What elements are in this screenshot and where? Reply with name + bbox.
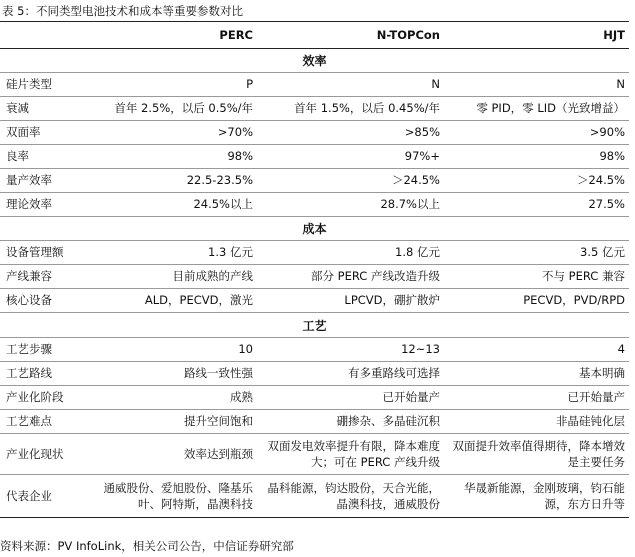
topcon-value: 已开始量产 [382, 390, 440, 404]
table-row [0, 97, 629, 121]
hjt-value: 基本明确 [579, 366, 625, 380]
header-perc: PERC [219, 27, 253, 42]
section-process [0, 313, 629, 338]
hjt-value: 27.5% [588, 197, 625, 211]
table-row [0, 362, 629, 386]
topcon-value: 1.8 亿元 [395, 245, 440, 259]
row-label: 衰减 [6, 101, 29, 115]
perc-value: 98% [227, 149, 253, 163]
row-label: 产线兼容 [6, 269, 52, 283]
section-efficiency [0, 49, 629, 73]
table-row [0, 169, 629, 193]
row-label: 良率 [6, 149, 29, 163]
hjt-value: 98% [599, 149, 625, 163]
row-label: 核心设备 [6, 293, 52, 307]
perc-value: 成熟 [230, 390, 253, 404]
perc-value: 效率达到瓶颈 [184, 446, 253, 461]
topcon-value: 97%+ [404, 149, 440, 163]
hjt-value: 零 PID，零 LID（光致增益） [476, 101, 625, 115]
hjt-value: 3.5 亿元 [580, 245, 625, 259]
header-hjt: HJT [603, 27, 625, 42]
row-label: 设备管理额 [6, 245, 64, 259]
header-label-cell [0, 22, 96, 48]
perc-value: 1.3 亿元 [208, 245, 253, 259]
perc-value: P [246, 77, 253, 91]
perc-value: 路线一致性强 [184, 366, 253, 380]
table-row [0, 434, 629, 475]
section-title: 成本 [302, 222, 327, 236]
topcon-value: ＞24.5% [391, 173, 440, 187]
hjt-value: 4 [617, 342, 625, 356]
hjt-value: N [616, 77, 625, 91]
row-label: 理论效率 [6, 197, 52, 211]
section-title: 效率 [302, 54, 327, 68]
table-row [0, 73, 629, 97]
row-label: 量产效率 [6, 173, 52, 187]
row-label: 工艺步骤 [6, 342, 52, 356]
topcon-value: 双面发电效率提升有限，降本难度大；可在 PERC 产线升级 [267, 439, 440, 469]
perc-value: 通威股份、爱旭股份、隆基乐叶、阿特斯，晶澳科技 [103, 481, 253, 511]
table-row [0, 289, 629, 313]
table-row [0, 386, 629, 410]
section-cost [0, 217, 629, 241]
table-row [0, 475, 629, 517]
hjt-value: PECVD，PVD/RPD [523, 293, 625, 307]
table-row [0, 193, 629, 217]
topcon-value: N [431, 77, 440, 91]
hjt-value: >90% [589, 125, 625, 139]
perc-value: ALD，PECVD，激光 [144, 293, 253, 307]
row-label: 双面率 [6, 125, 41, 139]
topcon-value: 28.7%以上 [380, 197, 440, 211]
perc-value: 提升空间饱和 [184, 414, 253, 428]
row-label: 产业化现状 [6, 446, 64, 461]
header-topcon: N-TOPCon [376, 27, 440, 42]
header-row [0, 22, 629, 49]
table-row [0, 338, 629, 362]
comparison-table [0, 21, 629, 518]
row-label: 工艺难点 [6, 414, 52, 428]
row-label: 硅片类型 [6, 77, 52, 91]
topcon-value: >85% [404, 125, 440, 139]
table-row [0, 241, 629, 265]
hjt-value: 非晶硅钝化层 [556, 414, 625, 428]
hjt-value: 双面提升效率值得期待，降本增效是主要任务 [452, 439, 625, 469]
source-note: 资料来源：PV InfoLink，相关公司公告，中信证券研究部 [0, 539, 294, 553]
table-caption: 表 5：不同类型电池技术和成本等重要参数对比 [2, 4, 243, 18]
topcon-value: 硼掺杂、多晶硅沉积 [336, 414, 440, 428]
topcon-value: 有多重路线可选择 [348, 366, 440, 380]
table-row [0, 265, 629, 289]
hjt-value: 已开始量产 [567, 390, 625, 404]
perc-value: >70% [217, 125, 253, 139]
perc-value: 首年 2.5%，以后 0.5%/年 [114, 101, 253, 115]
topcon-value: 晶科能源，钧达股份，天合光能，晶澳科技，通威股份 [267, 481, 440, 511]
row-label: 代表企业 [6, 488, 52, 503]
perc-value: 目前成熟的产线 [172, 269, 253, 283]
section-title: 工艺 [302, 318, 327, 333]
topcon-value: 首年 1.5%，以后 0.45%/年 [294, 101, 440, 115]
hjt-value: 华晟新能源，金刚玻璃，钧石能源，东方日升等 [464, 481, 625, 511]
row-label: 工艺路线 [6, 366, 52, 380]
topcon-value: LPCVD，硼扩散炉 [344, 293, 440, 307]
table-row [0, 121, 629, 145]
table-row [0, 145, 629, 169]
perc-value: 24.5%以上 [193, 197, 253, 211]
topcon-value: 12~13 [401, 342, 440, 356]
table-row [0, 410, 629, 434]
hjt-value: ＞24.5% [576, 173, 625, 187]
hjt-value: 不与 PERC 兼容 [542, 269, 625, 283]
row-label: 产业化阶段 [6, 390, 64, 404]
perc-value: 22.5-23.5% [186, 173, 253, 187]
topcon-value: 部分 PERC 产线改造升级 [311, 269, 440, 283]
perc-value: 10 [238, 342, 253, 356]
